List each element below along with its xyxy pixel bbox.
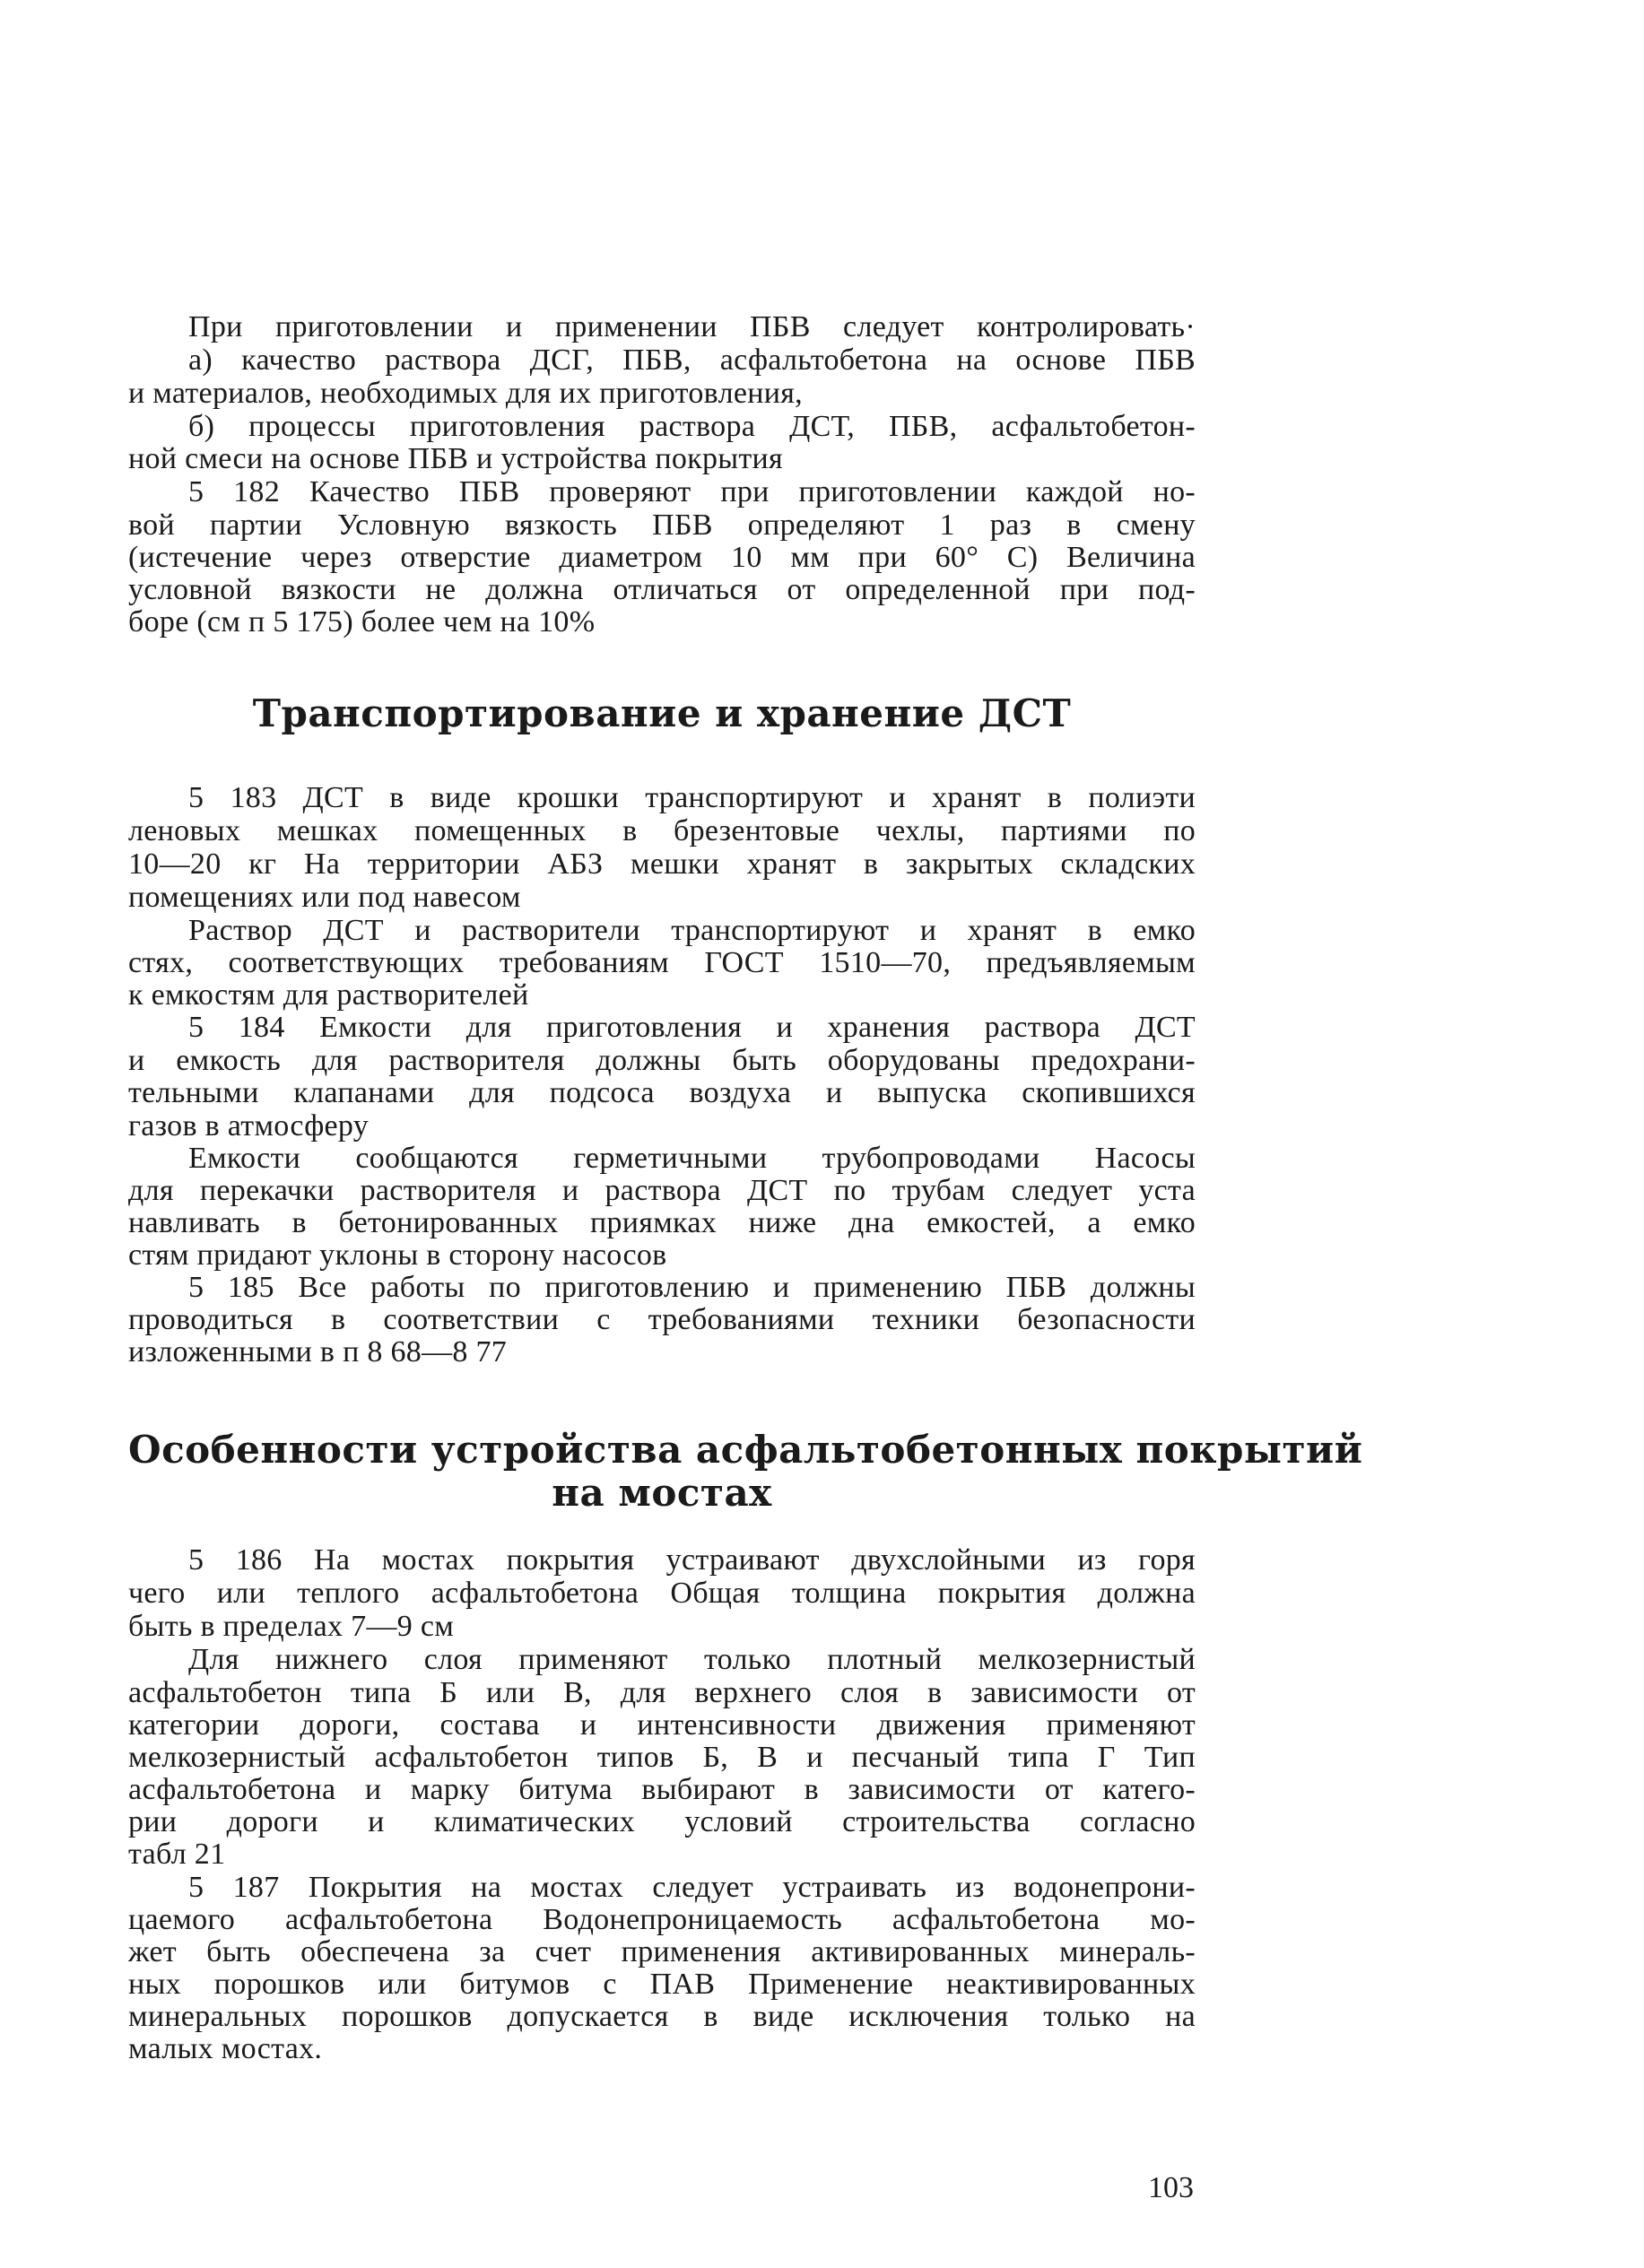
paragraph-line: табл 21 — [128, 1838, 226, 1871]
paragraph-line: условной вязкости не должна отличаться от определенной при под- — [128, 574, 1196, 606]
paragraph-line: изложенными в п 8 68—8 77 — [128, 1336, 508, 1369]
paragraph-line: и материалов, необходимых для их приготовления, — [128, 378, 803, 410]
paragraph-line: помещениях или под навесом — [128, 882, 521, 914]
paragraph-line: а) качество раствора ДСГ, ПБВ, асфальтобетона на основе ПБВ — [188, 344, 1196, 377]
paragraph-line: тельными клапанами для подсоса воздуха и выпуска скопившихся — [128, 1077, 1196, 1109]
paragraph-line: для перекачки растворителя и раствора ДСТ по трубам следует уста — [128, 1175, 1196, 1207]
paragraph-line: 5 184 Емкости для приготовления и хранения раствора ДСТ — [188, 1012, 1196, 1044]
paragraph-line: стях, соответствующих требованиям ГОСТ 1510—70, предъявляемым — [128, 947, 1196, 979]
paragraph-line: к емкостям для растворителей — [128, 979, 529, 1012]
paragraph-line: Раствор ДСТ и растворители транспортируют и хранят в емко — [188, 915, 1196, 947]
paragraph-line: б) процессы приготовления раствора ДСТ, ПБВ, асфальтобетон- — [188, 411, 1196, 443]
paragraph-line: цаемого асфальтобетона Водонепроницаемость асфальтобетона мо- — [128, 1904, 1196, 1936]
section-heading-continuation: на мостах — [552, 1471, 772, 1515]
paragraph-line: жет быть обеспечена за счет применения активированных минераль- — [128, 1936, 1196, 1968]
paragraph-line: асфальтобетон типа Б или В, для верхнего слоя в зависимости от — [128, 1677, 1196, 1709]
paragraph-line: стям придают уклоны в сторону насосов — [128, 1239, 667, 1272]
paragraph-line: Емкости сообщаются герметичными трубопроводами Насосы — [188, 1143, 1196, 1175]
paragraph-line: вой партии Условную вязкость ПБВ определяют 1 раз в смену — [128, 509, 1196, 542]
paragraph-line: и емкость для растворителя должны быть оборудованы предохрани- — [128, 1045, 1196, 1077]
paragraph-line: чего или теплого асфальтобетона Общая толщина покрытия должна — [128, 1577, 1196, 1610]
paragraph-line: боре (см п 5 175) более чем на 10% — [128, 606, 596, 639]
section-heading: Особенности устройства асфальтобетонных покрытий — [128, 1428, 1363, 1472]
paragraph-line: рии дороги и климатических условий строительства согласно — [128, 1806, 1196, 1838]
paragraph-line: быть в пределах 7—9 см — [128, 1611, 455, 1643]
paragraph-line: малых мостах. — [128, 2033, 323, 2065]
paragraph-line: минеральных порошков допускается в виде исключения только на — [128, 2001, 1196, 2033]
page-number: 103 — [1148, 2171, 1194, 2204]
paragraph-line: ных порошков или битумов с ПАВ Применение неактивированных — [128, 1968, 1196, 2001]
paragraph-line: Для нижнего слоя применяют только плотный мелкозернистый — [188, 1644, 1196, 1676]
paragraph-line: ной смеси на основе ПБВ и устройства покрытия — [128, 443, 783, 475]
paragraph-line: 5 186 На мостах покрытия устраивают двухслойными из горя — [188, 1544, 1196, 1577]
paragraph-line: 5 183 ДСТ в виде крошки транспортируют и хранят в полиэти — [188, 782, 1196, 814]
paragraph-line: проводиться в соответствии с требованиями техники безопасности — [128, 1304, 1196, 1336]
paragraph-line: категории дороги, состава и интенсивности движения применяют — [128, 1709, 1196, 1742]
paragraph-line: 5 182 Качество ПБВ проверяют при приготовлении каждой но- — [188, 476, 1196, 508]
paragraph-line: газов в атмосферу — [128, 1110, 370, 1143]
paragraph-line: навливать в бетонированных приямках ниже дна емкостей, а емко — [128, 1207, 1196, 1239]
paragraph-line: леновых мешках помещенных в брезентовые чехлы, партиями по — [128, 815, 1196, 847]
paragraph-line: асфальтобетона и марку битума выбирают в зависимости от катего- — [128, 1774, 1196, 1806]
paragraph-line: мелкозернистый асфальтобетон типов Б, В и песчаный типа Г Тип — [128, 1742, 1196, 1774]
paragraph-line: 10—20 кг На территории АБЗ мешки хранят в закрытых складских — [128, 848, 1196, 881]
paragraph-line: 5 185 Все работы по приготовлению и применению ПБВ должны — [188, 1272, 1196, 1304]
paragraph-line: 5 187 Покрытия на мостах следует устраивать из водонепрони- — [188, 1872, 1196, 1904]
paragraph-line: (истечение через отверстие диаметром 10 мм при 60° С) Величина — [128, 542, 1196, 574]
section-heading: Транспортирование и хранение ДСТ — [252, 691, 1072, 735]
paragraph-line: При приготовлении и применении ПБВ следует контролировать· — [188, 311, 1196, 343]
